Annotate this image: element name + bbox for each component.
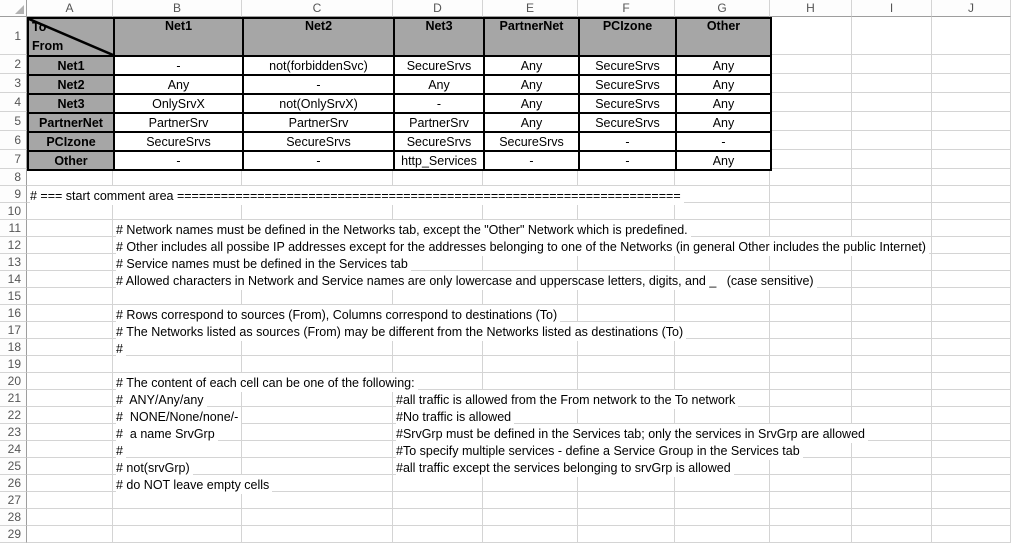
cell-F16[interactable] bbox=[578, 305, 675, 322]
cell-I8[interactable] bbox=[852, 169, 932, 186]
cell-F19[interactable] bbox=[578, 356, 675, 373]
cell-J25[interactable] bbox=[932, 458, 1011, 475]
cell-C15[interactable] bbox=[242, 288, 393, 305]
cell-E29[interactable] bbox=[483, 526, 578, 543]
matrix-col-header-partnernet[interactable]: PartnerNet bbox=[484, 18, 579, 56]
cell-A17[interactable] bbox=[27, 322, 113, 339]
cell-F8[interactable] bbox=[578, 169, 675, 186]
cell-G13[interactable] bbox=[675, 254, 770, 271]
row-header-23[interactable]: 23 bbox=[0, 424, 27, 441]
matrix-cell[interactable]: - bbox=[579, 151, 676, 170]
matrix-col-header-pcizone[interactable]: PCIzone bbox=[579, 18, 676, 56]
cell-C23[interactable] bbox=[242, 424, 393, 441]
cell-I14[interactable] bbox=[852, 271, 932, 288]
comment-D21[interactable]: #all traffic is allowed from the From network to the To network bbox=[396, 390, 738, 409]
row-header-2[interactable]: 2 bbox=[0, 55, 27, 74]
matrix-cell[interactable]: Any bbox=[676, 151, 771, 170]
cell-I2[interactable] bbox=[852, 55, 932, 74]
cell-J12[interactable] bbox=[932, 237, 1011, 254]
comment-D25[interactable]: #all traffic except the services belonging to srvGrp is allowed bbox=[396, 458, 734, 477]
cell-H2[interactable] bbox=[770, 55, 852, 74]
row-header-29[interactable]: 29 bbox=[0, 526, 27, 543]
cell-H3[interactable] bbox=[770, 74, 852, 93]
cell-H22[interactable] bbox=[770, 407, 852, 424]
row-header-7[interactable]: 7 bbox=[0, 150, 27, 169]
row-header-14[interactable]: 14 bbox=[0, 271, 27, 288]
cell-J13[interactable] bbox=[932, 254, 1011, 271]
matrix-cell[interactable]: SecureSrvs bbox=[394, 132, 484, 151]
cell-J19[interactable] bbox=[932, 356, 1011, 373]
comment-B12[interactable]: # Other includes all possibe IP addresses except for the addresses belonging to one of the Networks (in general Other includes the public Internet) bbox=[116, 237, 929, 256]
cell-H25[interactable] bbox=[770, 458, 852, 475]
row-header-25[interactable]: 25 bbox=[0, 458, 27, 475]
column-header-I[interactable]: I bbox=[852, 0, 932, 17]
matrix-col-header-net1[interactable]: Net1 bbox=[114, 18, 243, 56]
matrix-cell[interactable]: Any bbox=[484, 75, 579, 94]
matrix-row-header-net2[interactable]: Net2 bbox=[28, 75, 114, 94]
cell-D10[interactable] bbox=[393, 203, 483, 220]
comment-B17[interactable]: # The Networks listed as sources (From) may be different from the Networks listed as destinations (To) bbox=[116, 322, 686, 341]
comment-D24[interactable]: #To specify multiple services - define a Service Group in the Services tab bbox=[396, 441, 803, 460]
comment-B18[interactable]: # bbox=[116, 339, 126, 358]
cell-I21[interactable] bbox=[852, 390, 932, 407]
cell-H5[interactable] bbox=[770, 112, 852, 131]
cell-A21[interactable] bbox=[27, 390, 113, 407]
row-header-12[interactable]: 12 bbox=[0, 237, 27, 254]
cell-A28[interactable] bbox=[27, 509, 113, 526]
cell-J21[interactable] bbox=[932, 390, 1011, 407]
cell-B24[interactable] bbox=[113, 441, 242, 458]
matrix-cell[interactable]: SecureSrvs bbox=[579, 56, 676, 75]
matrix-cell[interactable]: PartnerSrv bbox=[243, 113, 394, 132]
cell-E10[interactable] bbox=[483, 203, 578, 220]
cell-I6[interactable] bbox=[852, 131, 932, 150]
cell-H17[interactable] bbox=[770, 322, 852, 339]
cell-C10[interactable] bbox=[242, 203, 393, 220]
cell-H29[interactable] bbox=[770, 526, 852, 543]
comment-A9[interactable]: # === start comment area ===================================================================== bbox=[30, 186, 684, 205]
cell-G15[interactable] bbox=[675, 288, 770, 305]
cell-J1[interactable] bbox=[932, 17, 1011, 55]
cell-G10[interactable] bbox=[675, 203, 770, 220]
matrix-cell[interactable]: Any bbox=[676, 75, 771, 94]
matrix-cell[interactable]: Any bbox=[484, 56, 579, 75]
matrix-to-label: To bbox=[32, 20, 47, 34]
cell-J9[interactable] bbox=[932, 186, 1011, 203]
cell-I4[interactable] bbox=[852, 93, 932, 112]
matrix-cell[interactable]: PartnerSrv bbox=[114, 113, 243, 132]
row-header-8[interactable]: 8 bbox=[0, 169, 27, 186]
select-all-triangle-icon bbox=[15, 5, 24, 14]
matrix-cell[interactable]: SecureSrvs bbox=[579, 75, 676, 94]
matrix-cell[interactable]: Any bbox=[114, 75, 243, 94]
comment-B21[interactable]: # ANY/Any/any bbox=[116, 390, 207, 409]
matrix-cell[interactable]: SecureSrvs bbox=[579, 94, 676, 113]
cell-A25[interactable] bbox=[27, 458, 113, 475]
cell-J22[interactable] bbox=[932, 407, 1011, 424]
cell-J29[interactable] bbox=[932, 526, 1011, 543]
cell-A11[interactable] bbox=[27, 220, 113, 237]
cell-J15[interactable] bbox=[932, 288, 1011, 305]
cell-J5[interactable] bbox=[932, 112, 1011, 131]
cell-J4[interactable] bbox=[932, 93, 1011, 112]
cell-D19[interactable] bbox=[393, 356, 483, 373]
matrix-cell[interactable]: SecureSrvs bbox=[394, 56, 484, 75]
cell-G17[interactable] bbox=[675, 322, 770, 339]
matrix-cell[interactable]: not(OnlySrvX) bbox=[243, 94, 394, 113]
cell-H18[interactable] bbox=[770, 339, 852, 356]
cell-E28[interactable] bbox=[483, 509, 578, 526]
cell-H9[interactable] bbox=[770, 186, 852, 203]
cell-E20[interactable] bbox=[483, 373, 578, 390]
cell-J14[interactable] bbox=[932, 271, 1011, 288]
cell-I26[interactable] bbox=[852, 475, 932, 492]
cell-C8[interactable] bbox=[242, 169, 393, 186]
cell-I16[interactable] bbox=[852, 305, 932, 322]
row-header-28[interactable]: 28 bbox=[0, 509, 27, 526]
cell-E26[interactable] bbox=[483, 475, 578, 492]
cell-H19[interactable] bbox=[770, 356, 852, 373]
cell-A10[interactable] bbox=[27, 203, 113, 220]
matrix-cell[interactable]: - bbox=[484, 151, 579, 170]
comment-B14[interactable]: # Allowed characters in Network and Service names are only lowercase and upperscase letters, digits, and _ (case sensitive) bbox=[116, 271, 817, 290]
row-header-6[interactable]: 6 bbox=[0, 131, 27, 150]
column-header-D[interactable]: D bbox=[393, 0, 483, 17]
cell-E8[interactable] bbox=[483, 169, 578, 186]
cell-D15[interactable] bbox=[393, 288, 483, 305]
comment-B20[interactable]: # The content of each cell can be one of the following: bbox=[116, 373, 418, 392]
cell-H7[interactable] bbox=[770, 150, 852, 169]
matrix-row-header-net3[interactable]: Net3 bbox=[28, 94, 114, 113]
matrix-cell[interactable]: SecureSrvs bbox=[484, 132, 579, 151]
cell-I24[interactable] bbox=[852, 441, 932, 458]
cell-H27[interactable] bbox=[770, 492, 852, 509]
cell-I11[interactable] bbox=[852, 220, 932, 237]
row-header-16[interactable]: 16 bbox=[0, 305, 27, 322]
cell-J17[interactable] bbox=[932, 322, 1011, 339]
comment-D23[interactable]: #SrvGrp must be defined in the Services tab; only the services in SrvGrp are allowed bbox=[396, 424, 868, 443]
cell-C19[interactable] bbox=[242, 356, 393, 373]
cell-C25[interactable] bbox=[242, 458, 393, 475]
cell-I5[interactable] bbox=[852, 112, 932, 131]
matrix-col-header-net3[interactable]: Net3 bbox=[394, 18, 484, 56]
cell-I13[interactable] bbox=[852, 254, 932, 271]
matrix-row-header-other[interactable]: Other bbox=[28, 151, 114, 170]
cell-I25[interactable] bbox=[852, 458, 932, 475]
comment-B26[interactable]: # do NOT leave empty cells bbox=[116, 475, 272, 494]
matrix-col-header-other[interactable]: Other bbox=[676, 18, 771, 56]
cell-J7[interactable] bbox=[932, 150, 1011, 169]
matrix-cell[interactable]: - bbox=[579, 132, 676, 151]
row-header-1[interactable]: 1 bbox=[0, 17, 27, 55]
cell-I15[interactable] bbox=[852, 288, 932, 305]
cell-F29[interactable] bbox=[578, 526, 675, 543]
row-header-18[interactable]: 18 bbox=[0, 339, 27, 356]
comment-B23[interactable]: # a name SrvGrp bbox=[116, 424, 218, 443]
cell-I20[interactable] bbox=[852, 373, 932, 390]
column-header-G[interactable]: G bbox=[675, 0, 770, 17]
cell-J26[interactable] bbox=[932, 475, 1011, 492]
cell-B15[interactable] bbox=[113, 288, 242, 305]
cell-H8[interactable] bbox=[770, 169, 852, 186]
comment-B16[interactable]: # Rows correspond to sources (From), Columns correspond to destinations (To) bbox=[116, 305, 560, 324]
cell-A20[interactable] bbox=[27, 373, 113, 390]
cell-H28[interactable] bbox=[770, 509, 852, 526]
cell-B27[interactable] bbox=[113, 492, 242, 509]
row-header-27[interactable]: 27 bbox=[0, 492, 27, 509]
cell-D29[interactable] bbox=[393, 526, 483, 543]
row-header-26[interactable]: 26 bbox=[0, 475, 27, 492]
cell-F28[interactable] bbox=[578, 509, 675, 526]
cell-J23[interactable] bbox=[932, 424, 1011, 441]
cell-H6[interactable] bbox=[770, 131, 852, 150]
cell-G19[interactable] bbox=[675, 356, 770, 373]
matrix-cell[interactable]: - bbox=[114, 56, 243, 75]
cell-E27[interactable] bbox=[483, 492, 578, 509]
cell-G26[interactable] bbox=[675, 475, 770, 492]
matrix-cell[interactable]: - bbox=[243, 151, 394, 170]
matrix-cell[interactable]: SecureSrvs bbox=[579, 113, 676, 132]
matrix-cell[interactable]: SecureSrvs bbox=[114, 132, 243, 151]
cell-G27[interactable] bbox=[675, 492, 770, 509]
cell-F22[interactable] bbox=[578, 407, 675, 424]
matrix-cell[interactable]: PartnerSrv bbox=[394, 113, 484, 132]
cell-G28[interactable] bbox=[675, 509, 770, 526]
row-header-20[interactable]: 20 bbox=[0, 373, 27, 390]
column-header-H[interactable]: H bbox=[770, 0, 852, 17]
column-header-E[interactable]: E bbox=[483, 0, 578, 17]
row-header-4[interactable]: 4 bbox=[0, 93, 27, 112]
matrix-cell[interactable]: - bbox=[243, 75, 394, 94]
cell-G22[interactable] bbox=[675, 407, 770, 424]
cell-C18[interactable] bbox=[242, 339, 393, 356]
cell-A29[interactable] bbox=[27, 526, 113, 543]
cell-H20[interactable] bbox=[770, 373, 852, 390]
matrix-cell[interactable]: - bbox=[394, 94, 484, 113]
cell-A15[interactable] bbox=[27, 288, 113, 305]
cell-G29[interactable] bbox=[675, 526, 770, 543]
matrix-from-label: From bbox=[32, 39, 64, 53]
cell-F10[interactable] bbox=[578, 203, 675, 220]
cell-J3[interactable] bbox=[932, 74, 1011, 93]
cell-A27[interactable] bbox=[27, 492, 113, 509]
cell-A24[interactable] bbox=[27, 441, 113, 458]
cell-J10[interactable] bbox=[932, 203, 1011, 220]
row-header-15[interactable]: 15 bbox=[0, 288, 27, 305]
row-header-13[interactable]: 13 bbox=[0, 254, 27, 271]
cell-E13[interactable] bbox=[483, 254, 578, 271]
cell-F20[interactable] bbox=[578, 373, 675, 390]
cell-J11[interactable] bbox=[932, 220, 1011, 237]
cell-I9[interactable] bbox=[852, 186, 932, 203]
cell-I10[interactable] bbox=[852, 203, 932, 220]
cell-A14[interactable] bbox=[27, 271, 113, 288]
cell-J27[interactable] bbox=[932, 492, 1011, 509]
cell-H13[interactable] bbox=[770, 254, 852, 271]
row-header-3[interactable]: 3 bbox=[0, 74, 27, 93]
cell-J8[interactable] bbox=[932, 169, 1011, 186]
cell-F18[interactable] bbox=[578, 339, 675, 356]
matrix-row-header-net1[interactable]: Net1 bbox=[28, 56, 114, 75]
cell-D27[interactable] bbox=[393, 492, 483, 509]
cell-B10[interactable] bbox=[113, 203, 242, 220]
matrix-cell[interactable]: - bbox=[114, 151, 243, 170]
cell-J24[interactable] bbox=[932, 441, 1011, 458]
cell-A12[interactable] bbox=[27, 237, 113, 254]
column-header-B[interactable]: B bbox=[113, 0, 242, 17]
cell-C29[interactable] bbox=[242, 526, 393, 543]
cell-F15[interactable] bbox=[578, 288, 675, 305]
matrix-cell[interactable]: OnlySrvX bbox=[114, 94, 243, 113]
cell-C24[interactable] bbox=[242, 441, 393, 458]
cell-B8[interactable] bbox=[113, 169, 242, 186]
cell-I18[interactable] bbox=[852, 339, 932, 356]
cell-I3[interactable] bbox=[852, 74, 932, 93]
cell-B28[interactable] bbox=[113, 509, 242, 526]
matrix-cell[interactable]: - bbox=[676, 132, 771, 151]
cell-F27[interactable] bbox=[578, 492, 675, 509]
matrix-cell[interactable]: Any bbox=[676, 94, 771, 113]
cell-J16[interactable] bbox=[932, 305, 1011, 322]
cell-C21[interactable] bbox=[242, 390, 393, 407]
cell-B18[interactable] bbox=[113, 339, 242, 356]
cell-G18[interactable] bbox=[675, 339, 770, 356]
row-header-19[interactable]: 19 bbox=[0, 356, 27, 373]
comment-D22[interactable]: #No traffic is allowed bbox=[396, 407, 514, 426]
matrix-row-header-pcizone[interactable]: PCIzone bbox=[28, 132, 114, 151]
cell-A23[interactable] bbox=[27, 424, 113, 441]
cell-J20[interactable] bbox=[932, 373, 1011, 390]
cell-B19[interactable] bbox=[113, 356, 242, 373]
column-header-F[interactable]: F bbox=[578, 0, 675, 17]
cell-I7[interactable] bbox=[852, 150, 932, 169]
row-header-21[interactable]: 21 bbox=[0, 390, 27, 407]
cell-B29[interactable] bbox=[113, 526, 242, 543]
cell-H10[interactable] bbox=[770, 203, 852, 220]
cell-J2[interactable] bbox=[932, 55, 1011, 74]
cell-G8[interactable] bbox=[675, 169, 770, 186]
select-all-button[interactable] bbox=[0, 0, 27, 17]
cell-I17[interactable] bbox=[852, 322, 932, 339]
cell-D18[interactable] bbox=[393, 339, 483, 356]
row-header-24[interactable]: 24 bbox=[0, 441, 27, 458]
comment-B24[interactable]: # bbox=[116, 441, 126, 460]
matrix-cell[interactable]: SecureSrvs bbox=[243, 132, 394, 151]
cell-I28[interactable] bbox=[852, 509, 932, 526]
cell-F26[interactable] bbox=[578, 475, 675, 492]
row-header-10[interactable]: 10 bbox=[0, 203, 27, 220]
matrix-cell[interactable]: Any bbox=[484, 94, 579, 113]
firewall-matrix-table bbox=[27, 17, 772, 171]
cell-A19[interactable] bbox=[27, 356, 113, 373]
comment-B25[interactable]: # not(srvGrp) bbox=[116, 458, 193, 477]
cell-F13[interactable] bbox=[578, 254, 675, 271]
cell-E18[interactable] bbox=[483, 339, 578, 356]
cell-H16[interactable] bbox=[770, 305, 852, 322]
column-header-C[interactable]: C bbox=[242, 0, 393, 17]
matrix-cell[interactable]: Any bbox=[394, 75, 484, 94]
cell-J28[interactable] bbox=[932, 509, 1011, 526]
cell-J18[interactable] bbox=[932, 339, 1011, 356]
cell-A26[interactable] bbox=[27, 475, 113, 492]
column-header-J[interactable]: J bbox=[932, 0, 1011, 17]
cell-E19[interactable] bbox=[483, 356, 578, 373]
row-header-22[interactable]: 22 bbox=[0, 407, 27, 424]
cell-H15[interactable] bbox=[770, 288, 852, 305]
matrix-cell[interactable]: Any bbox=[484, 113, 579, 132]
matrix-cell[interactable]: Any bbox=[676, 113, 771, 132]
row-header-11[interactable]: 11 bbox=[0, 220, 27, 237]
cell-A22[interactable] bbox=[27, 407, 113, 424]
cell-J6[interactable] bbox=[932, 131, 1011, 150]
cell-H1[interactable] bbox=[770, 17, 852, 55]
matrix-cell[interactable]: Any bbox=[676, 56, 771, 75]
cell-I22[interactable] bbox=[852, 407, 932, 424]
cell-H26[interactable] bbox=[770, 475, 852, 492]
cell-D28[interactable] bbox=[393, 509, 483, 526]
cell-A13[interactable] bbox=[27, 254, 113, 271]
row-header-5[interactable]: 5 bbox=[0, 112, 27, 131]
matrix-corner-cell[interactable] bbox=[28, 18, 114, 56]
cell-A16[interactable] bbox=[27, 305, 113, 322]
cell-C27[interactable] bbox=[242, 492, 393, 509]
matrix-cell[interactable]: http_Services bbox=[394, 151, 484, 170]
cell-I27[interactable] bbox=[852, 492, 932, 509]
cell-I19[interactable] bbox=[852, 356, 932, 373]
cell-G9[interactable] bbox=[675, 186, 770, 203]
cell-C22[interactable] bbox=[242, 407, 393, 424]
row-header-17[interactable]: 17 bbox=[0, 322, 27, 339]
matrix-row-header-partnernet[interactable]: PartnerNet bbox=[28, 113, 114, 132]
cell-G16[interactable] bbox=[675, 305, 770, 322]
cell-C28[interactable] bbox=[242, 509, 393, 526]
column-header-A[interactable]: A bbox=[27, 0, 113, 17]
cell-E15[interactable] bbox=[483, 288, 578, 305]
matrix-col-header-net2[interactable]: Net2 bbox=[243, 18, 394, 56]
cell-H4[interactable] bbox=[770, 93, 852, 112]
comment-B13[interactable]: # Service names must be defined in the Services tab bbox=[116, 254, 411, 273]
row-header-9[interactable]: 9 bbox=[0, 186, 27, 203]
cell-G20[interactable] bbox=[675, 373, 770, 390]
cell-H21[interactable] bbox=[770, 390, 852, 407]
comment-B11[interactable]: # Network names must be defined in the Networks tab, except the "Other" Network which is predefined. bbox=[116, 220, 691, 239]
cell-A18[interactable] bbox=[27, 339, 113, 356]
cell-A8[interactable] bbox=[27, 169, 113, 186]
matrix-cell[interactable]: not(forbiddenSvc) bbox=[243, 56, 394, 75]
cell-D8[interactable] bbox=[393, 169, 483, 186]
cell-H11[interactable] bbox=[770, 220, 852, 237]
comment-B22[interactable]: # NONE/None/none/- bbox=[116, 407, 241, 426]
cell-I29[interactable] bbox=[852, 526, 932, 543]
cell-D26[interactable] bbox=[393, 475, 483, 492]
cell-I1[interactable] bbox=[852, 17, 932, 55]
